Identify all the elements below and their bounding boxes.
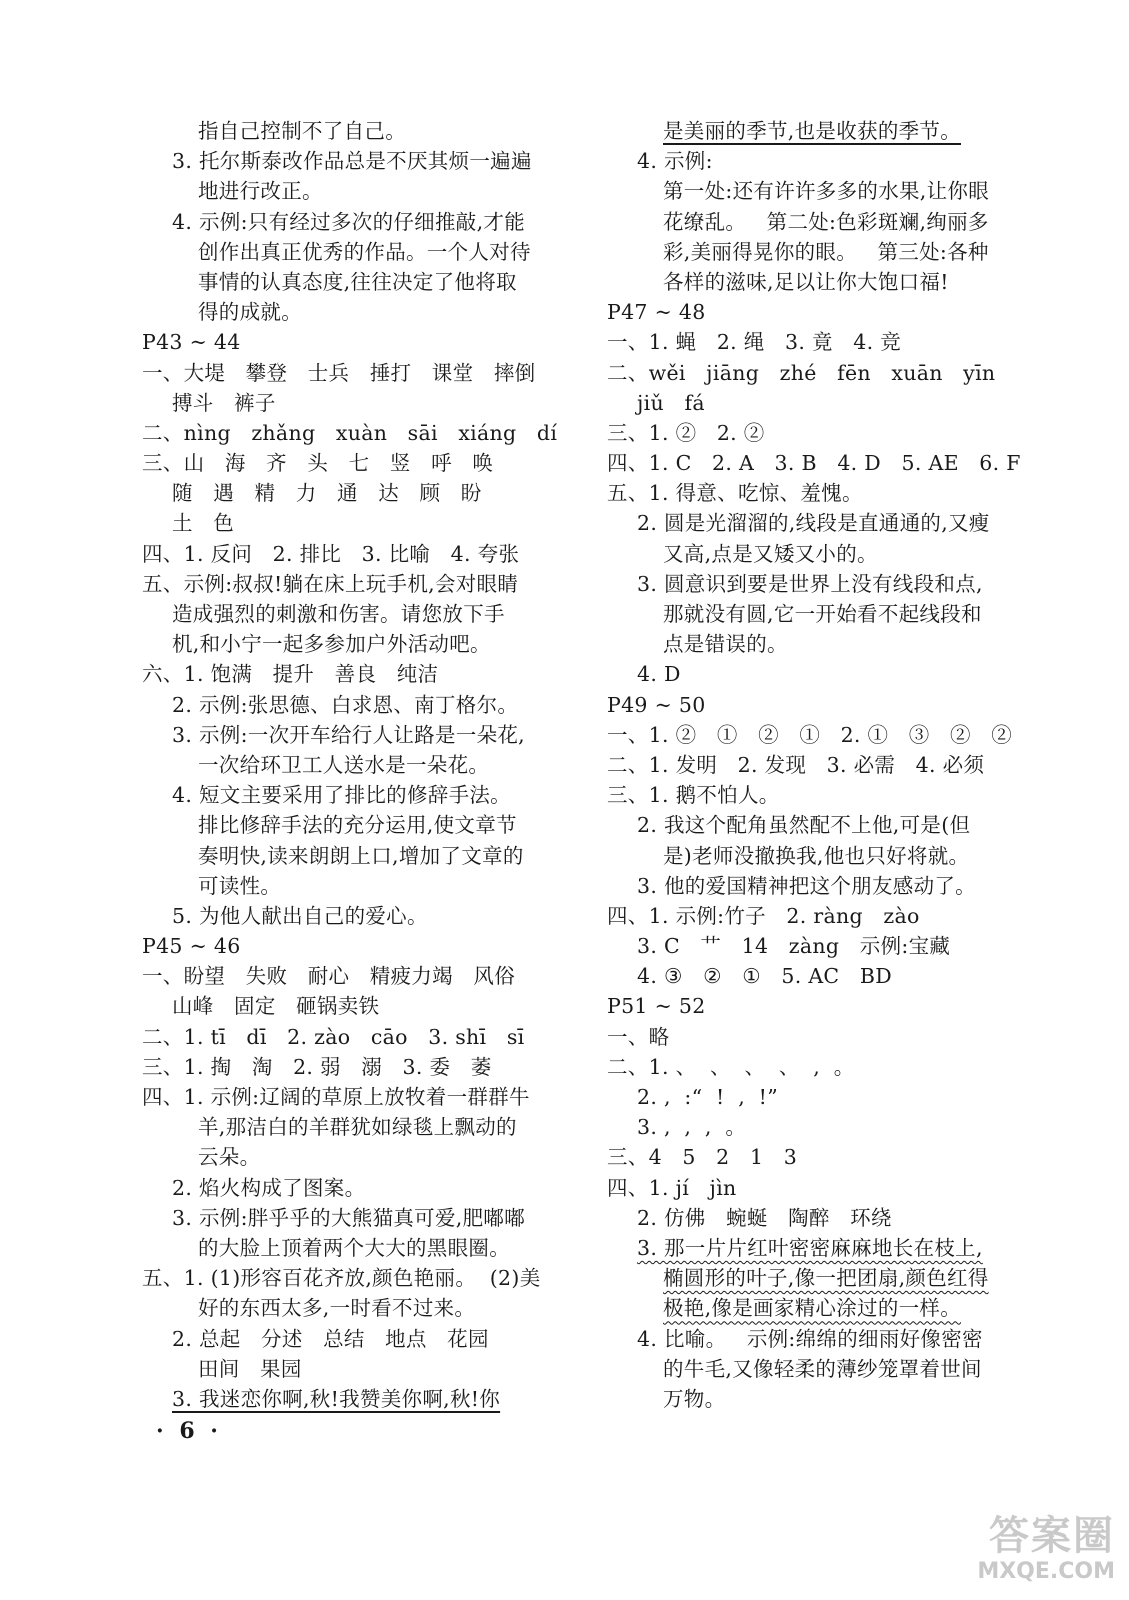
answer-text: 云朵。 bbox=[198, 1145, 261, 1170]
answer-line bbox=[607, 901, 1067, 931]
answer-text: 搏斗 裤子 bbox=[172, 390, 276, 415]
answer-text: 一、大堤 攀登 士兵 捶打 课堂 摔倒 bbox=[142, 360, 536, 385]
answer-line bbox=[142, 629, 582, 659]
answer-line bbox=[142, 1384, 582, 1414]
answer-line bbox=[607, 1022, 1067, 1052]
answer-line bbox=[142, 116, 582, 146]
answer-text: 2. 总起 分述 总结 地点 花园 bbox=[172, 1326, 489, 1351]
answer-text: 五、示例:叔叔!躺在床上玩手机,会对眼睛 bbox=[142, 571, 519, 596]
answer-line bbox=[607, 569, 1067, 599]
answer-line bbox=[607, 931, 1067, 961]
answer-text: 花缭乱。 第二处:色彩斑斓,绚丽多 bbox=[663, 209, 989, 234]
answer-line bbox=[142, 358, 582, 388]
answer-text: 奏明快,读来朗朗上口,增加了文章的 bbox=[198, 843, 524, 868]
answer-text: 4. D bbox=[637, 662, 681, 687]
answer-text: 田间 果园 bbox=[198, 1356, 302, 1381]
answer-text: P47 ~ 48 bbox=[607, 300, 706, 325]
answer-line bbox=[607, 478, 1067, 508]
answer-line bbox=[142, 327, 582, 357]
answer-text: 二、1. 发明 2. 发现 3. 必需 4. 必须 bbox=[607, 752, 985, 777]
answer-line bbox=[142, 1142, 582, 1172]
answer-text: 二、wěi jiāng zhé fēn xuān yīn bbox=[607, 360, 996, 385]
answer-text: 二、nìng zhǎng xuàn sāi xiáng dí bbox=[142, 420, 558, 445]
answer-line bbox=[142, 1324, 582, 1354]
answer-line bbox=[607, 991, 1067, 1021]
watermark bbox=[967, 1514, 1115, 1592]
answer-line bbox=[142, 478, 582, 508]
answer-text: 四、1. 反问 2. 排比 3. 比喻 4. 夸张 bbox=[142, 541, 520, 566]
answer-line bbox=[142, 810, 582, 840]
answer-line bbox=[142, 418, 582, 448]
answer-line bbox=[142, 931, 582, 961]
answer-line bbox=[142, 176, 582, 206]
answer-text: 2. 示例:张思德、白求恩、南丁格尔。 bbox=[172, 692, 519, 717]
answer-text: 3. 托尔斯泰改作品总是不厌其烦一遍遍 bbox=[172, 149, 532, 174]
answer-text: 4. 示例: bbox=[637, 149, 713, 174]
answer-line bbox=[142, 1112, 582, 1142]
answer-line bbox=[142, 207, 582, 237]
answer-text: 3. 示例:一次开车给行人让路是一朵花, bbox=[172, 722, 525, 747]
answer-text: 彩,美丽得晃你的眼。 第三处:各种 bbox=[663, 239, 989, 264]
answer-line bbox=[142, 1233, 582, 1263]
answer-text: 是)老师没撤换我,他也只好将就。 bbox=[663, 843, 970, 868]
answer-text: P49 ~ 50 bbox=[607, 692, 706, 717]
answer-text: P45 ~ 46 bbox=[142, 934, 241, 959]
answer-text: 4. 短文主要采用了排比的修辞手法。 bbox=[172, 783, 511, 808]
answer-line bbox=[607, 146, 1067, 176]
answer-text: 2. 圆是光溜溜的,线段是直通通的,又瘦 bbox=[637, 511, 990, 536]
answer-text: 2. 我这个配角虽然配不上他,可是(但 bbox=[637, 813, 971, 838]
answer-line bbox=[142, 267, 582, 297]
answer-line bbox=[142, 569, 582, 599]
answer-text: 3. 示例:胖乎乎的大熊猫真可爱,肥嘟嘟 bbox=[172, 1205, 525, 1230]
answer-text: 第一处:还有许许多多的水果,让你眼 bbox=[663, 179, 990, 204]
answer-line bbox=[142, 720, 582, 750]
answer-line bbox=[142, 388, 582, 418]
answer-text: 椭圆形的叶子,像一把团扇,颜色红得 bbox=[663, 1266, 989, 1291]
answer-text: 的大脸上顶着两个大大的黑眼圈。 bbox=[198, 1235, 510, 1260]
answer-text: 4. 比喻。 示例:绵绵的细雨好像密密 bbox=[637, 1326, 983, 1351]
answer-line bbox=[607, 1173, 1067, 1203]
answer-line bbox=[607, 599, 1067, 629]
answer-line bbox=[142, 690, 582, 720]
answer-text: 一、1. ② ① ② ① 2. ① ③ ② ② bbox=[607, 722, 1013, 747]
answer-text: 2. 仿佛 蜿蜒 陶醉 环绕 bbox=[637, 1205, 892, 1230]
answer-line bbox=[607, 1324, 1067, 1354]
answer-line bbox=[607, 267, 1067, 297]
answer-line bbox=[607, 690, 1067, 720]
answer-line bbox=[607, 418, 1067, 448]
answer-line bbox=[142, 237, 582, 267]
answer-line bbox=[142, 871, 582, 901]
page-number: · 6 · bbox=[156, 1418, 222, 1444]
answer-text: 事情的认真态度,往往决定了他将取 bbox=[198, 269, 517, 294]
answer-line bbox=[142, 599, 582, 629]
answer-text: 六、1. 饱满 提升 善良 纯洁 bbox=[142, 662, 439, 687]
answer-text: 地进行改正。 bbox=[198, 179, 323, 204]
watermark-logo: 答案圈 bbox=[989, 1513, 1115, 1559]
answer-text: 创作出真正优秀的作品。一个人对待 bbox=[198, 239, 531, 264]
answer-text: 二、1. 、 、 、 、 , 。 bbox=[607, 1054, 855, 1079]
answer-line bbox=[142, 1082, 582, 1112]
answer-text: 三、1. 鹅不怕人。 bbox=[607, 783, 780, 808]
answer-line bbox=[142, 659, 582, 689]
watermark-url: MXQE.COM bbox=[977, 1559, 1115, 1584]
answer-line bbox=[607, 659, 1067, 689]
answer-text: 3. , , , 。 bbox=[637, 1115, 747, 1140]
answer-line bbox=[607, 1082, 1067, 1112]
answer-line bbox=[607, 1112, 1067, 1142]
left-column bbox=[142, 116, 582, 1414]
answer-text: P43 ~ 44 bbox=[142, 330, 241, 355]
answer-text: 2. 焰火构成了图案。 bbox=[172, 1175, 366, 1200]
answer-line bbox=[142, 961, 582, 991]
answer-text: 3. 圆意识到要是世界上没有线段和点, bbox=[637, 571, 983, 596]
answer-line bbox=[607, 237, 1067, 267]
answer-text: 五、1. (1)形容百花齐放,颜色艳丽。 (2)美 bbox=[142, 1266, 541, 1291]
answer-line bbox=[607, 176, 1067, 206]
answer-line bbox=[142, 539, 582, 569]
answer-text: 三、4 5 2 1 3 bbox=[607, 1145, 798, 1170]
answer-line bbox=[142, 901, 582, 931]
answer-text: 四、1. 示例:竹子 2. ràng zào bbox=[607, 903, 920, 928]
answer-line bbox=[607, 961, 1067, 991]
answer-text: 3. 我迷恋你啊,秋!我赞美你啊,秋!你 bbox=[172, 1386, 501, 1411]
answer-line bbox=[142, 1263, 582, 1293]
answer-line bbox=[142, 1203, 582, 1233]
answer-text: 得的成就。 bbox=[198, 300, 302, 325]
answer-line bbox=[142, 1293, 582, 1323]
answer-line bbox=[607, 1233, 1067, 1263]
answer-line bbox=[607, 327, 1067, 357]
answer-line bbox=[142, 297, 582, 327]
answer-text: 五、1. 得意、吃惊、羞愧。 bbox=[607, 481, 863, 506]
answer-line bbox=[142, 841, 582, 871]
answer-text: 又高,点是又矮又小的。 bbox=[663, 541, 878, 566]
answer-text: 三、山 海 齐 头 七 竖 呼 唤 bbox=[142, 451, 494, 476]
answer-text: 二、1. tī dī 2. zào cāo 3. shī sī bbox=[142, 1024, 525, 1049]
answer-line bbox=[142, 146, 582, 176]
answer-text: 三、1. 掏 淘 2. 弱 溺 3. 委 萎 bbox=[142, 1054, 492, 1079]
answer-text: 一次给环卫工人送水是一朵花。 bbox=[198, 752, 490, 777]
answer-line bbox=[607, 1384, 1067, 1414]
answer-line bbox=[607, 116, 1067, 146]
answer-line bbox=[142, 508, 582, 538]
answer-text: 的牛毛,又像轻柔的薄纱笼罩着世间 bbox=[663, 1356, 982, 1381]
answer-text: 3. 那一片片红叶密密麻麻地长在枝上, bbox=[637, 1235, 983, 1260]
answer-text: 3. 他的爱国精神把这个朋友感动了。 bbox=[637, 873, 976, 898]
answer-text: 排比修辞手法的充分运用,使文章节 bbox=[198, 813, 517, 838]
answer-text: 好的东西太多,一时看不过来。 bbox=[198, 1296, 476, 1321]
answer-text: 各样的滋味,足以让你大饱口福! bbox=[663, 269, 949, 294]
answer-text: 四、1. C 2. A 3. B 4. D 5. AE 6. F bbox=[607, 451, 1021, 476]
answer-text: 三、1. ② 2. ② bbox=[607, 420, 765, 445]
answer-text: 万物。 bbox=[663, 1386, 726, 1411]
answer-line bbox=[607, 810, 1067, 840]
answer-text: 四、1. jí jìn bbox=[607, 1175, 737, 1200]
answer-text: 四、1. 示例:辽阔的草原上放牧着一群群牛 bbox=[142, 1085, 530, 1109]
answer-line bbox=[142, 448, 582, 478]
answer-text: 那就没有圆,它一开始看不起线段和 bbox=[663, 602, 982, 626]
answer-line bbox=[607, 1354, 1067, 1384]
answer-text: 可读性。 bbox=[198, 873, 282, 898]
answer-line bbox=[142, 780, 582, 810]
answer-line bbox=[607, 780, 1067, 810]
answer-text: 2. , :“ ! , !” bbox=[637, 1085, 778, 1109]
answer-text: 3. C 艹 14 zàng 示例:宝藏 bbox=[637, 934, 951, 959]
answer-text: jiǔ fá bbox=[637, 390, 705, 415]
answer-line bbox=[142, 991, 582, 1021]
answer-text: 山峰 固定 砸锅卖铁 bbox=[172, 994, 380, 1019]
answer-text: 是美丽的季节,也是收获的季节。 bbox=[663, 119, 962, 143]
answer-text: P51 ~ 52 bbox=[607, 994, 706, 1019]
answer-text: 指自己控制不了自己。 bbox=[198, 119, 406, 143]
answer-line bbox=[607, 539, 1067, 569]
answer-text: 羊,那洁白的羊群犹如绿毯上飘动的 bbox=[198, 1115, 517, 1140]
answer-line bbox=[607, 508, 1067, 538]
answer-text: 随 遇 精 力 通 达 顾 盼 bbox=[172, 481, 482, 506]
answer-text: 造成强烈的刺激和伤害。请您放下手 bbox=[172, 602, 505, 626]
answer-line bbox=[607, 1203, 1067, 1233]
answer-line bbox=[607, 1142, 1067, 1172]
answer-line bbox=[607, 448, 1067, 478]
answer-line bbox=[607, 720, 1067, 750]
answer-text: 土 色 bbox=[172, 511, 235, 536]
answer-line bbox=[142, 1354, 582, 1384]
answer-line bbox=[607, 297, 1067, 327]
answer-line bbox=[607, 1293, 1067, 1323]
answer-line bbox=[142, 1052, 582, 1082]
answer-text: 4. 示例:只有经过多次的仔细推敲,才能 bbox=[172, 209, 525, 234]
answer-line bbox=[607, 629, 1067, 659]
answer-text: 机,和小宁一起多参加户外活动吧。 bbox=[172, 632, 491, 657]
answer-line bbox=[607, 358, 1067, 388]
answer-text: 一、略 bbox=[607, 1024, 670, 1049]
answer-text: 极艳,像是画家精心涂过的一样。 bbox=[663, 1296, 962, 1321]
right-column bbox=[607, 116, 1067, 1414]
answer-line bbox=[607, 871, 1067, 901]
answer-line bbox=[607, 207, 1067, 237]
answer-line bbox=[607, 1052, 1067, 1082]
answer-line bbox=[142, 750, 582, 780]
answer-text: 5. 为他人献出自己的爱心。 bbox=[172, 903, 428, 928]
answer-line bbox=[607, 388, 1067, 418]
answer-text: 一、1. 蝇 2. 绳 3. 竟 4. 竞 bbox=[607, 330, 902, 355]
answer-text: 点是错误的。 bbox=[663, 632, 788, 657]
answer-line bbox=[607, 841, 1067, 871]
answer-text: 4. ③ ② ① 5. AC BD bbox=[637, 964, 892, 989]
answer-line bbox=[142, 1173, 582, 1203]
answer-line bbox=[607, 750, 1067, 780]
answer-line bbox=[142, 1022, 582, 1052]
answer-text: 一、盼望 失败 耐心 精疲力竭 风俗 bbox=[142, 964, 515, 989]
answer-line bbox=[607, 1263, 1067, 1293]
